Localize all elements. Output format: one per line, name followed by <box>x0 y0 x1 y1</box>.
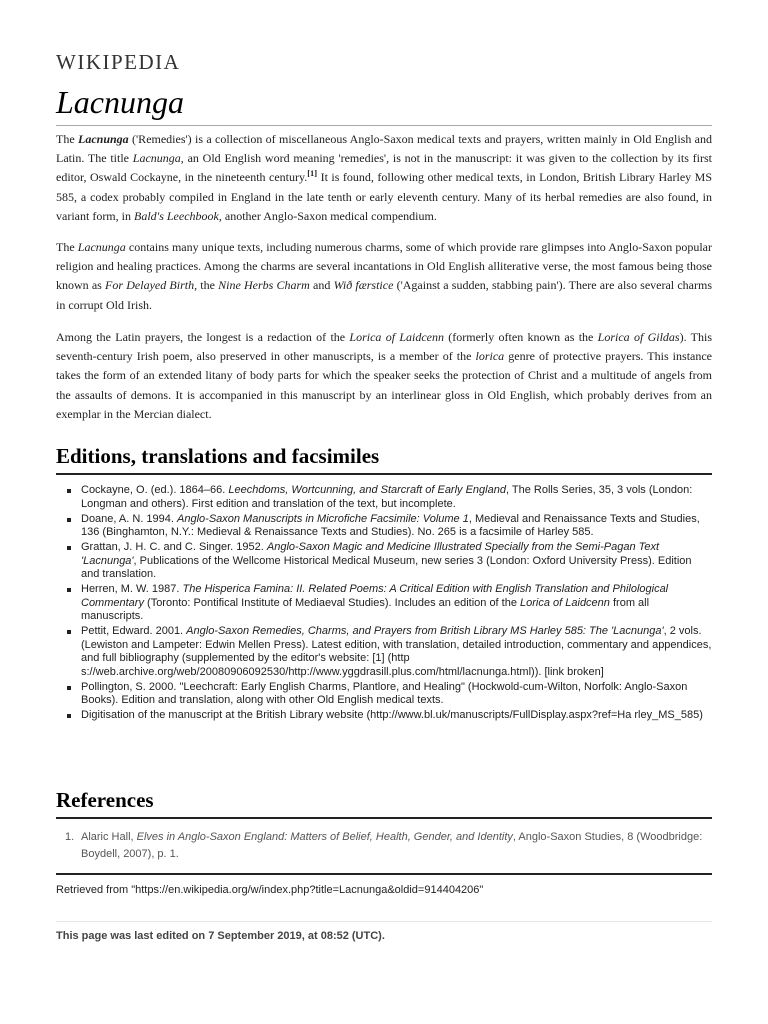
section-heading-references: References <box>56 788 154 812</box>
bullet-icon <box>67 588 71 592</box>
footer-divider <box>56 873 712 875</box>
bullet-icon <box>67 489 71 493</box>
reference-number[interactable]: 1. <box>65 831 75 843</box>
list-item: Herren, M. W. 1987. The Hisperica Famina: II. Related Poems: A Critical Edition with English Translation and Philological Commentary (Toronto: Pontifical Institute of Mediaeval Studies). Includes an edition of the Lorica of Laidcenn from all manuscripts. <box>56 583 712 624</box>
editions-list <box>56 484 712 724</box>
section-divider <box>56 473 712 475</box>
retrieved-from-text[interactable]: Retrieved from "https://en.wikipedia.org/w/index.php?title=Lacnunga&oldid=914404206" <box>56 884 484 896</box>
wikipedia-logo[interactable]: WIKIPEDIA <box>56 50 181 74</box>
section-divider <box>56 817 712 819</box>
footer-separator <box>56 921 712 922</box>
references-list <box>56 829 712 862</box>
intro-paragraph-2: The Lacnunga contains many unique texts, including numerous charms, some of which provide rare glimpses into Anglo-Saxon popular religion and healing practices. Among the charms are several incantations in Old English alliterative verse, the most famous being those known as For Delayed Birth, the Nine Herbs Charm and Wið færstice ('Against a sudden, stabbing pain'). There are also several charms in corrupt Old Irish. <box>56 240 713 312</box>
citation-link[interactable]: [1] <box>307 168 318 179</box>
bullet-icon <box>67 518 71 522</box>
bullet-icon <box>67 686 71 690</box>
bullet-icon <box>67 714 71 718</box>
intro-paragraph-3: Among the Latin prayers, the longest is a redaction of the Lorica of Laidcenn (formerly often known as the Lorica of Gildas). This seventh-century Irish poem, also preserved in other manuscripts, is a member of the lorica genre of protective prayers. This instance takes the form of an extended litany of body parts for which the speaker seeks the protection of Christ and a multitude of angels from the assaults of demons. It is accompanied in this manuscript by an interlinear gloss in Old English, which probably derives from an exemplar in the Mercian dialect. <box>56 330 713 421</box>
last-edited-text: This page was last edited on 7 September 2019, at 08:52 (UTC). <box>56 930 385 942</box>
list-item: Cockayne, O. (ed.). 1864–66. Leechdoms, Wortcunning, and Starcraft of Early England, The Rolls Series, 35, 3 vols (London: Longman and others). First edition and translation of the text, but incomplete. <box>56 484 712 511</box>
list-item: Pettit, Edward. 2001. Anglo-Saxon Remedies, Charms, and Prayers from British Library MS Harley 585: The 'Lacnunga', 2 vols. (Lewiston and Lampeter: Edwin Mellen Press). Latest edition, with translation, detailed introduction, commentary and appendices, and full bibliography (supplemented by the editor's website: [1] (http s://web.archive.org/web/20080906092530/http://www.yggdrasill.plus.com/html/lacnunga.html)). [link broken] <box>56 625 712 679</box>
list-item: Grattan, J. H. C. and C. Singer. 1952. Anglo-Saxon Magic and Medicine Illustrated Specially from the Semi-Pagan Text 'Lacnunga', Publications of the Wellcome Historical Medical Museum, new series 3 (London: Oxford University Press). Edition and translation. <box>56 541 712 582</box>
title-divider <box>56 125 712 126</box>
bullet-icon <box>67 546 71 550</box>
list-item: Doane, A. N. 1994. Anglo-Saxon Manuscripts in Microfiche Facsimile: Volume 1, Medieval and Renaissance Texts and Studies, 136 (Binghamton, N.Y.: Medieval & Renaissance Texts and Studies). No. 265 is a facsimile of Harley 585. <box>56 513 712 540</box>
list-item: Pollington, S. 2000. "Leechcraft: Early English Charms, Plantlore, and Healing" (Hockwold-cum-Wilton, Norfolk: Anglo-Saxon Books). Edition and translation, along with other Old English medical texts. <box>56 681 712 708</box>
list-item[interactable]: Digitisation of the manuscript at the British Library website (http://www.bl.uk/manuscripts/FullDisplay.aspx?ref=Ha rley_MS_585) <box>56 709 712 723</box>
intro-paragraph-1: The Lacnunga ('Remedies') is a collection of miscellaneous Anglo-Saxon medical texts and prayers, written mainly in Old English and Latin. The title Lacnunga, an Old English word meaning 'remedies', is not in the manuscript: it was given to the collection by its first editor, Oswald Cockayne, in the nineteenth century.[1] It is found, following other medical texts, in London, British Library Harley MS 585, a codex probably compiled in England in the late tenth or early eleventh century. Many of its herbal remedies are also found, in variant form, in Bald's Leechbook, another Anglo-Saxon medical compendium. <box>56 132 712 223</box>
reference-item: 1. Alaric Hall, Elves in Anglo-Saxon England: Matters of Belief, Health, Gender, and Identity, Anglo-Saxon Studies, 8 (Woodbridge: Boydell, 2007), p. 1. <box>65 831 703 860</box>
bullet-icon <box>67 630 71 634</box>
section-heading-editions: Editions, translations and facsimiles <box>56 444 380 468</box>
page-title: Lacnunga <box>56 84 184 120</box>
